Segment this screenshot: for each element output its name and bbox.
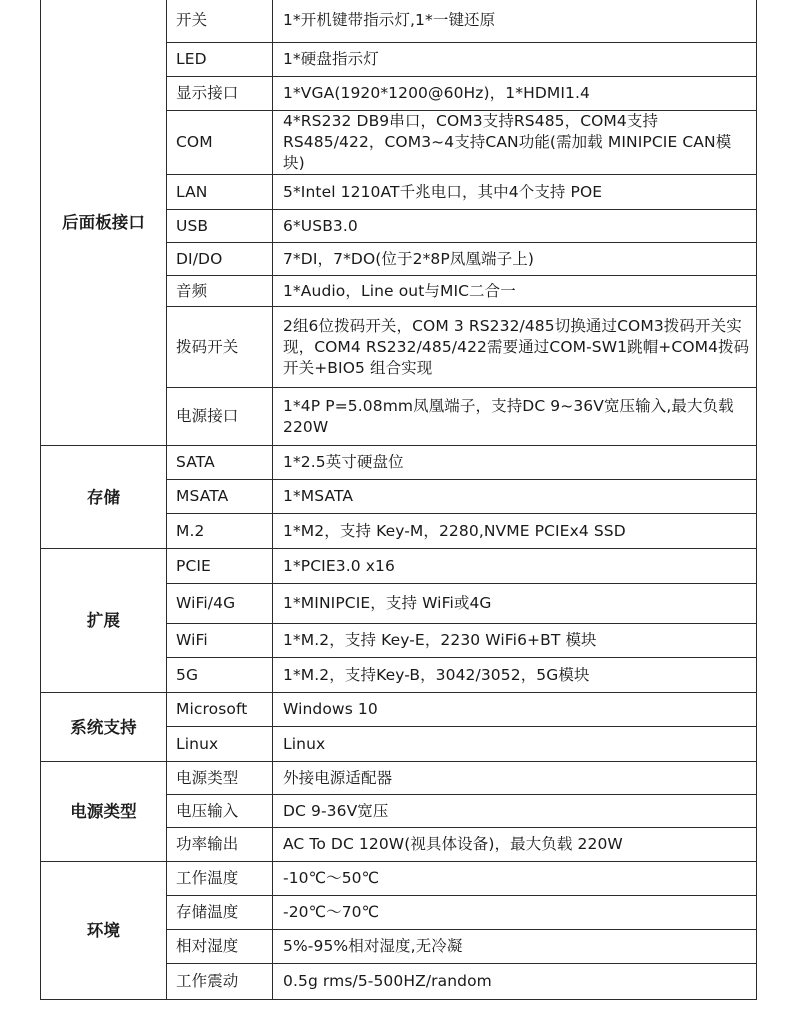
spec-value: 外接电源适配器: [273, 762, 757, 795]
spec-label: DI/DO: [167, 243, 273, 276]
spec-value: DC 9-36V宽压: [273, 795, 757, 828]
spec-value: 1*MSATA: [273, 480, 757, 514]
spec-value: 0.5g rms/5-500HZ/random: [273, 964, 757, 1000]
spec-label: 工作震动: [167, 964, 273, 1000]
spec-label: Linux: [167, 727, 273, 762]
section-heading: 后面板接口: [41, 0, 167, 446]
spec-label: PCIE: [167, 549, 273, 584]
spec-value: 1*M2，支持 Key-M，2280,NVME PCIEx4 SSD: [273, 514, 757, 549]
spec-value: Windows 10: [273, 693, 757, 727]
spec-label: 电压输入: [167, 795, 273, 828]
table-row: [41, 762, 757, 795]
table-row: [41, 0, 757, 43]
spec-value: AC To DC 120W(视具体设备)，最大负载 220W: [273, 828, 757, 862]
spec-label: 功率输出: [167, 828, 273, 862]
spec-value: 1*MINIPCIE，支持 WiFi或4G: [273, 584, 757, 624]
spec-label: 相对湿度: [167, 930, 273, 964]
spec-value: Linux: [273, 727, 757, 762]
table-row: [41, 549, 757, 584]
spec-label: WiFi: [167, 624, 273, 658]
spec-label: 5G: [167, 658, 273, 693]
section-heading: 环境: [41, 862, 167, 1000]
spec-value: 2组6位拨码开关，COM 3 RS232/485切换通过COM3拨码开关实现，COM4 RS232/485/422需要通过COM-SW1跳帽+COM4拨码开关+BIO5 组合实现: [273, 307, 757, 388]
spec-label: 存储温度: [167, 896, 273, 930]
spec-value: -20℃～70℃: [273, 896, 757, 930]
spec-value: 1*M.2，支持 Key-E，2230 WiFi6+BT 模块: [273, 624, 757, 658]
section-heading: 电源类型: [41, 762, 167, 862]
spec-value: 7*DI，7*DO(位于2*8P凤凰端子上): [273, 243, 757, 276]
spec-table-body: [41, 0, 757, 1000]
spec-label: M.2: [167, 514, 273, 549]
spec-label: 电源接口: [167, 388, 273, 446]
spec-label: 工作温度: [167, 862, 273, 896]
spec-label: WiFi/4G: [167, 584, 273, 624]
spec-value: 4*RS232 DB9串口，COM3支持RS485，COM4支持RS485/422，COM3~4支持CAN功能(需加载 MINIPCIE CAN模块): [273, 111, 757, 175]
table-row: [41, 446, 757, 480]
spec-label: 拨码开关: [167, 307, 273, 388]
spec-label: 显示接口: [167, 77, 273, 111]
spec-value: 5%-95%相对湿度,无冷凝: [273, 930, 757, 964]
table-row: [41, 862, 757, 896]
spec-value: 1*2.5英寸硬盘位: [273, 446, 757, 480]
table-row: [41, 693, 757, 727]
spec-label: SATA: [167, 446, 273, 480]
spec-table: [40, 0, 757, 1000]
spec-value: 1*VGA(1920*1200@60Hz)，1*HDMI1.4: [273, 77, 757, 111]
spec-value: 1*硬盘指示灯: [273, 43, 757, 77]
section-heading: 存储: [41, 446, 167, 549]
section-heading: 系统支持: [41, 693, 167, 762]
spec-value: 5*Intel 1210AT千兆电口，其中4个支持 POE: [273, 175, 757, 210]
spec-label: 电源类型: [167, 762, 273, 795]
spec-value: -10℃～50℃: [273, 862, 757, 896]
spec-label: LED: [167, 43, 273, 77]
spec-value: 1*Audio，Line out与MIC二合一: [273, 276, 757, 307]
spec-label: Microsoft: [167, 693, 273, 727]
spec-label: LAN: [167, 175, 273, 210]
spec-value: 6*USB3.0: [273, 210, 757, 243]
spec-label: MSATA: [167, 480, 273, 514]
spec-value: 1*4P P=5.08mm凤凰端子，支持DC 9~36V宽压输入,最大负载220W: [273, 388, 757, 446]
spec-label: USB: [167, 210, 273, 243]
spec-label: COM: [167, 111, 273, 175]
spec-value: 1*M.2，支持Key-B，3042/3052，5G模块: [273, 658, 757, 693]
spec-label: 开关: [167, 0, 273, 43]
spec-label: 音频: [167, 276, 273, 307]
spec-value: 1*开机键带指示灯,1*一键还原: [273, 0, 757, 43]
spec-value: 1*PCIE3.0 x16: [273, 549, 757, 584]
section-heading: 扩展: [41, 549, 167, 693]
